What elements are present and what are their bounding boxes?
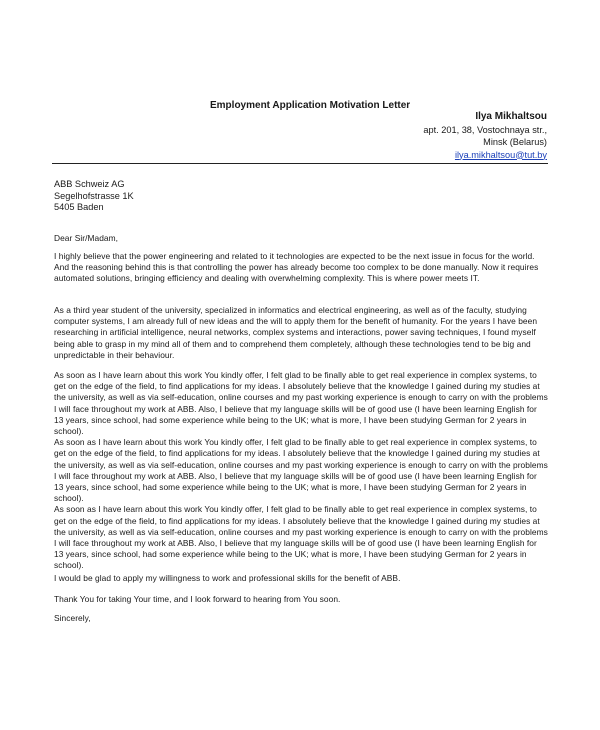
- paragraph-text: Thank You for taking Your time, and I look forward to hearing from You soon.: [54, 594, 341, 604]
- paragraph-text: I highly believe that the power engineering and related to it technologies are expected to be the next issue in focus for the world. And the reasoning behind this is that controlling the power has already become too complex to be done manually. Now it requires automated solutions, bringing efficiency and dealing with overwhelming complexity. This is where power meets IT.: [54, 251, 539, 284]
- sender-address-line1: apt. 201, 38, Vostochnaya str.,: [423, 124, 547, 135]
- recipient-street: Segelhofstrasse 1K: [54, 190, 134, 201]
- paragraph-text: As soon as I have learn about this work You kindly offer, I felt glad to be finally able to get real experience in complex systems, to get on the edge of the field, to find applications for my ideas. I absolutely believe that the knowledge I gained during my studies at the university, as well as via self-education, online courses and my past working experience is enough to carry on with the problems I will face throughout my work at ABB. Also, I believe that my language skills will be of good use (I have been learning English for 13 years, since school, had some experience while being to the UK; what is more, I have been studying German for 2 years in school).: [54, 504, 548, 571]
- paragraph-3-group: [54, 370, 548, 572]
- document-title: Employment Application Motivation Letter: [210, 100, 411, 111]
- sender-name: Ilya Mikhaltsou: [475, 111, 547, 122]
- sender-block: [423, 111, 547, 161]
- recipient-city: 5405 Baden: [54, 202, 104, 212]
- paragraph-text: As soon as I have learn about this work You kindly offer, I felt glad to be finally able to get real experience in complex systems, to get on the edge of the field, to find applications for my ideas. I absolutely believe that the knowledge I gained during my studies at the university, as well as via self-education, online courses and my past working experience is enough to carry on with the problems I will face throughout my work at ABB. Also, I believe that my language skills will be of good use (I have been learning English for 13 years, since school, had some experience while being to the UK; what is more, I have been studying German for 2 years in school).: [54, 437, 548, 504]
- recipient-company: ABB Schweiz AG: [54, 179, 125, 189]
- paragraph-2: [54, 305, 548, 361]
- sender-email-link[interactable]: ilya.mikhaltsou@tut.by: [454, 149, 547, 160]
- sender-address-line2: Minsk (Belarus): [483, 137, 547, 147]
- paragraph-text: I would be glad to apply my willingness to work and professional skills for the benefit of ABB.: [54, 573, 401, 583]
- greeting: [54, 233, 548, 244]
- greeting-text: Dear Sir/Madam,: [54, 233, 119, 243]
- recipient-block: [54, 179, 134, 214]
- closing: [54, 613, 548, 624]
- paragraph-1: [54, 251, 548, 285]
- header-divider: [52, 163, 548, 164]
- paragraph-thanks: [54, 594, 548, 605]
- paragraph-willingness: [54, 573, 548, 584]
- closing-text: Sincerely,: [54, 613, 91, 623]
- paragraph-text: As soon as I have learn about this work You kindly offer, I felt glad to be finally able to get real experience in complex systems, to get on the edge of the field, to find applications for my ideas. I absolutely believe that the knowledge I gained during my studies at the university, as well as via self-education, online courses and my past working experience is enough to carry on with the problems I will face throughout my work at ABB. Also, I believe that my language skills will be of good use (I have been learning English for 13 years, since school, had some experience while being to the UK; what is more, I have been studying German for 2 years in school).: [54, 370, 548, 437]
- paragraph-text: As a third year student of the university, specialized in informatics and electrical engineering, as well as of the faculty, studying computer systems, I am already full of new ideas and the will to apply them for the benefit of humanity. For the years I have been researching in artificial intelligence, neural networks, complex systems and interactions, power saving techniques, I found myself being able to grasp in my mind all of them and to comprehend them completely, although these technologies tend to be big and unpredictable in their behaviour.: [54, 305, 538, 360]
